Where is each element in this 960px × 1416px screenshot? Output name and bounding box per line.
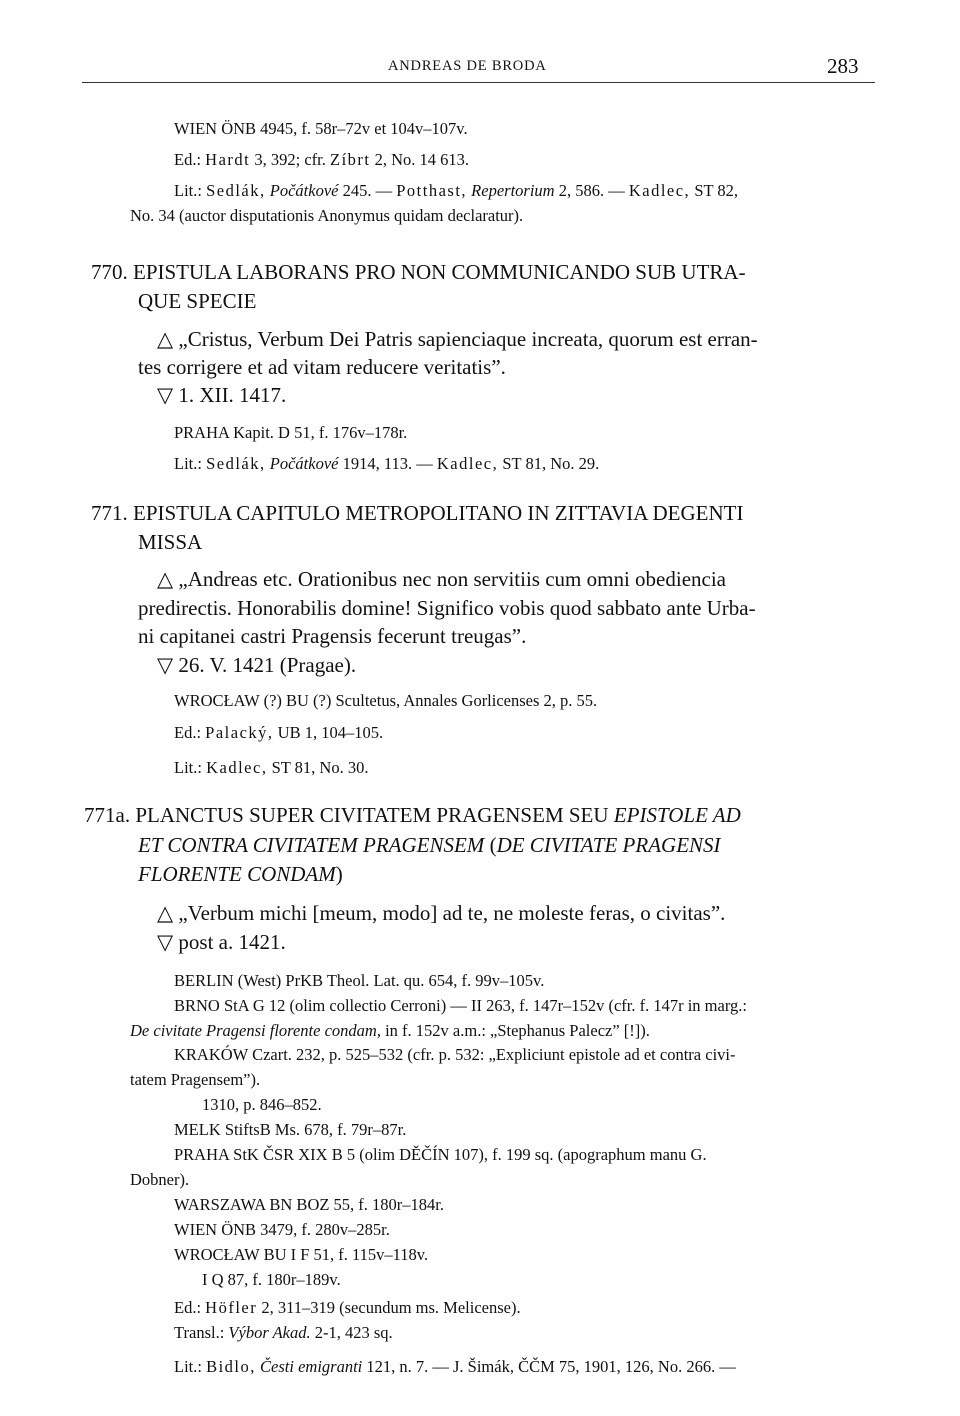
ms-line: BRNO StA G 12 (olim collectio Cerroni) — II 263, f. 147r–152v (cfr. f. 147r in marg.:: [174, 996, 747, 1015]
edition-line: Ed.: Palacký, UB 1, 104–105.: [174, 723, 384, 742]
ms-line-cont: tatem Pragensem”).: [130, 1070, 261, 1089]
edition-line: Ed.: Hardt 3, 392; cfr. Zíbrt 2, No. 14 613.: [174, 150, 470, 169]
date-triangle-icon: ▽: [157, 653, 174, 677]
literature-line: Lit.: Bidlo, Česti emigranti 121, n. 7. — J. Šimák, ČČM 75, 1901, 126, No. 266. —: [174, 1357, 736, 1376]
incipit-triangle-icon: △: [157, 567, 174, 591]
date-triangle-icon: ▽: [157, 930, 174, 954]
ms-line: BERLIN (West) PrKB Theol. Lat. qu. 654, f. 99v–105v.: [174, 971, 545, 990]
date-triangle-icon: ▽: [157, 383, 174, 407]
edition-line: Ed.: Höfler 2, 311–319 (secundum ms. Melicense).: [174, 1298, 521, 1317]
incipit-line-cont: predirectis. Honorabilis domine! Significo vobis quod sabbato ante Urba-: [138, 596, 756, 620]
entry-title: 771. EPISTULA CAPITULO METROPOLITANO IN ZITTAVIA DEGENTI: [91, 501, 744, 525]
incipit-line: △ „Verbum michi [meum, modo] ad te, ne moleste feras, o civitas”.: [157, 901, 726, 925]
page-number: 283: [827, 54, 859, 78]
ms-line-cont: Dobner).: [130, 1170, 190, 1189]
literature-line: Lit.: Sedlák, Počátkové 245. — Potthast, Repertorium 2, 586. — Kadlec, ST 82,: [174, 181, 739, 200]
ms-line: PRAHA StK ČSR XIX B 5 (olim DĚČÍN 107), f. 199 sq. (apographum manu G.: [174, 1145, 707, 1164]
ms-line-cont: De civitate Pragensi florente condam, in f. 152v a.m.: „Stephanus Palecz” [!]).: [130, 1021, 650, 1040]
ms-line: PRAHA Kapit. D 51, f. 176v–178r.: [174, 423, 408, 442]
incipit-triangle-icon: △: [157, 901, 174, 925]
ms-line: WARSZAWA BN BOZ 55, f. 180r–184r.: [174, 1195, 445, 1214]
entry-title-cont: MISSA: [138, 530, 203, 554]
header-rule: [82, 82, 875, 83]
incipit-line-cont: ni capitanei castri Pragensis fecerunt treugas”.: [138, 624, 527, 648]
ms-line: KRAKÓW Czart. 232, p. 525–532 (cfr. p. 532: „Expliciunt epistole ad et contra civi-: [174, 1045, 736, 1064]
literature-line-cont: No. 34 (auctor disputationis Anonymus quidam declaratur).: [130, 206, 524, 225]
running-head: ANDREAS DE BRODA: [388, 58, 547, 74]
date-line: ▽ 26. V. 1421 (Pragae).: [157, 653, 357, 677]
ms-line: WIEN ÖNB 3479, f. 280v–285r.: [174, 1220, 390, 1239]
translation-line: Transl.: Výbor Akad. 2-1, 423 sq.: [174, 1323, 393, 1342]
incipit-line-cont: tes corrigere et ad vitam reducere veritatis”.: [138, 355, 506, 379]
entry-title-cont: FLORENTE CONDAM): [138, 862, 343, 886]
literature-line: Lit.: Kadlec, ST 81, No. 30.: [174, 758, 369, 777]
entry-title: 770. EPISTULA LABORANS PRO NON COMMUNICANDO SUB UTRA-: [91, 260, 746, 284]
ms-line: I Q 87, f. 180r–189v.: [202, 1270, 341, 1289]
entry-title-cont: QUE SPECIE: [138, 289, 257, 313]
date-line: ▽ 1. XII. 1417.: [157, 383, 287, 407]
entry-title: 771a. PLANCTUS SUPER CIVITATEM PRAGENSEM SEU EPISTOLE AD: [84, 803, 741, 827]
literature-line: Lit.: Sedlák, Počátkové 1914, 113. — Kadlec, ST 81, No. 29.: [174, 454, 600, 473]
incipit-line: △ „Andreas etc. Orationibus nec non servitiis cum omni obediencia: [157, 567, 726, 591]
ms-line: WROCŁAW (?) BU (?) Scultetus, Annales Gorlicenses 2, p. 55.: [174, 691, 598, 710]
incipit-triangle-icon: △: [157, 327, 174, 351]
entry-title-cont: ET CONTRA CIVITATEM PRAGENSEM (DE CIVITATE PRAGENSI: [138, 833, 721, 857]
ms-line: 1310, p. 846–852.: [202, 1095, 322, 1114]
ms-line: WIEN ÖNB 4945, f. 58r–72v et 104v–107v.: [174, 119, 468, 138]
ms-line: WROCŁAW BU I F 51, f. 115v–118v.: [174, 1245, 429, 1264]
date-line: ▽ post a. 1421.: [157, 930, 286, 954]
incipit-line: △ „Cristus, Verbum Dei Patris sapienciaque increata, quorum est erran-: [157, 327, 758, 351]
ms-line: MELK StiftsB Ms. 678, f. 79r–87r.: [174, 1120, 407, 1139]
